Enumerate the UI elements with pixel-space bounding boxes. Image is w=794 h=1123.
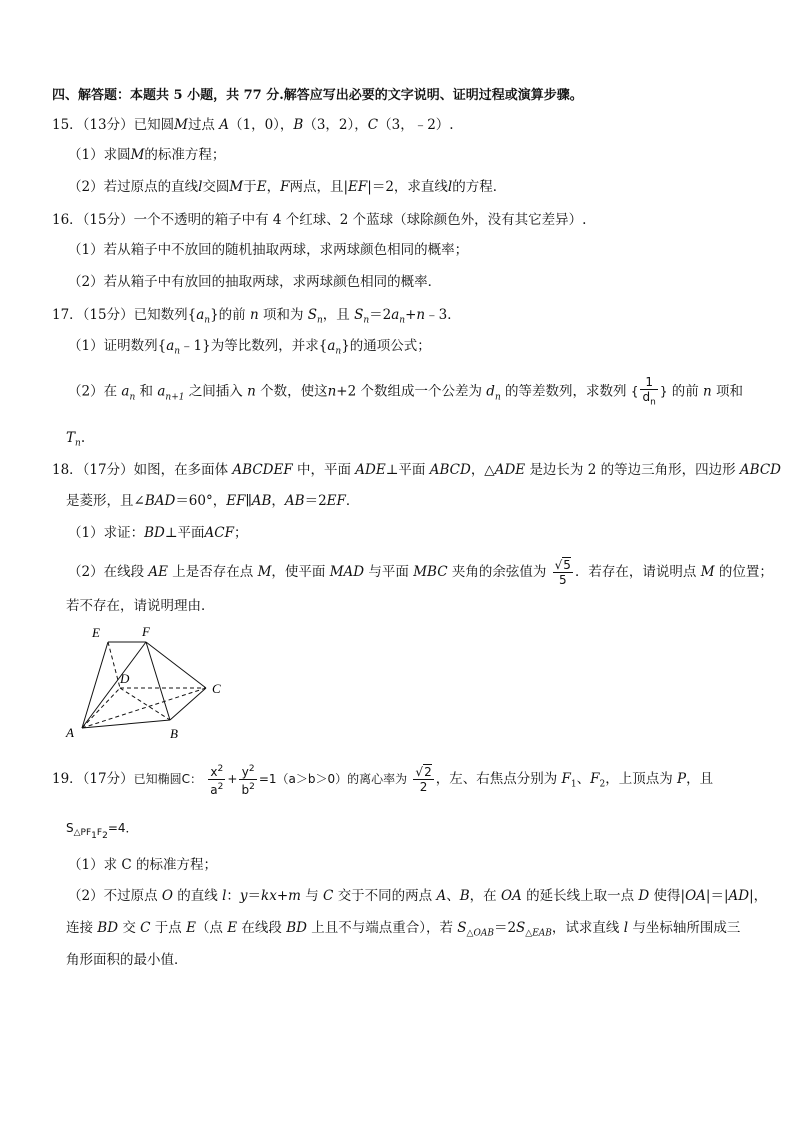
question-15-part-2: （2）若过原点的直线l交圆M于E，F两点，且|EF|＝2，求直线l的方程． (68, 179, 507, 195)
figure-label-A: A (66, 725, 74, 740)
edge-DB (120, 688, 170, 720)
question-17-part-2: （2）在 $a_n$ 和 $a_{n+1}$ 之间插入 n 个数，使这n+2 个数组成一个公差为 $d_n$ 的等差数列，求数列 { $\frac{1}{d_n}$ } 的前 n 项和 (68, 375, 744, 408)
question-16-stem: 16．（15分）一个不透明的箱子中有 4 个红球、2 个蓝球（球除颜色外，没有其它差异）. (52, 212, 587, 228)
question-18-stem-line-2: 是菱形，且∠BAD＝60°，EF∥AB，AB＝2EF． (66, 493, 360, 509)
fraction-x2-over-a2: $\frac{x^2}{a^2}$ (210, 764, 224, 797)
question-15-stem: 15．（13分）已知圆M过点 A（1，0），B（3，2），C（3，﹣2）. (52, 117, 454, 133)
edge-FB (146, 642, 170, 720)
question-17-stem: 17．（15分）已知数列$\{a_n\}$的前 n 项和为 $S_n$，且 $S_n=2a_n+n﹣3$． (52, 307, 461, 326)
figure-label-C: C (212, 681, 221, 696)
question-18-part-2-cont: 若不存在，请说明理由． (66, 598, 215, 614)
edge-BC (170, 688, 206, 720)
edge-ED (108, 642, 120, 688)
polyhedron-figure (60, 620, 230, 745)
figure-label-B: B (170, 726, 178, 741)
edge-AB (82, 720, 170, 728)
figure-label-F: F (142, 624, 150, 639)
edge-AE (82, 642, 108, 728)
question-16-part-1: （1）若从箱子中不放回的随机抽取两球，求两球颜色相同的概率； (68, 242, 469, 258)
question-18-part-2: （2）在线段 AE 上是否存在点 M，使平面 MAD 与平面 MBC 夹角的余弦值为 $\frac{√5}{5}$ ．若存在，请说明点 M 的位置； (68, 558, 773, 587)
question-19-stem: 19．（17分）已知椭圆C： $\frac{x^2}{a^2}$ + $\frac{y^2}{b^2}$ =1（a＞b＞0）的离心率为 $\frac{√2}{2}$ ，左、右焦点分别为 $F_1$、$F_2$，上顶点为 P，且 (52, 764, 714, 797)
question-19-part-2: （2）不过原点 O 的直线 l：y＝kx+m 与 C 交于不同的两点 A、B，在 OA 的延长线上取一点 D 使得|OA|＝|AD|， (68, 888, 768, 904)
question-16-part-2: （2）若从箱子中有放回的抽取两球，求两球颜色相同的概率． (68, 274, 442, 290)
question-19-part-1: （1）求 C 的标准方程； (68, 857, 218, 873)
edge-FC (146, 642, 206, 688)
question-19-part-2-line-3: 角形面积的最小值． (66, 952, 188, 968)
question-18-part-1: （1）求证：BD⊥平面ACF； (68, 525, 248, 541)
question-19-part-2-line-2: 连接 BD 交 C 于点 E（点 E 在线段 BD 上且不与端点重合），若 $S_{\triangle OAB}=2S_{\triangle EAB}$，试求直线 l 与坐标轴所围成三 (66, 920, 741, 939)
fraction-sqrt2-over-2: $\frac{√2}{2}$ (415, 765, 432, 794)
question-15-part-1: （1）求圆M的标准方程； (68, 147, 226, 163)
question-18-stem-line-1: 18．（17分）如图，在多面体 ABCDEF 中，平面 ADE⊥平面 ABCD，△ADE 是边长为 2 的等边三角形，四边形 ABCD (52, 462, 781, 478)
figure-label-D: D (120, 671, 130, 686)
fraction-1-over-dn: $\frac{1}{d_n}$ (642, 375, 656, 408)
fraction-sqrt5-over-5: $\frac{√5}{5}$ (554, 558, 571, 587)
fraction-y2-over-b2: $\frac{y^2}{b^2}$ (241, 764, 255, 797)
question-19-area-condition: $S_{\triangle PF_1F_2}=4$． (66, 821, 138, 842)
edge-AF (82, 642, 146, 728)
section-header: 四、解答题：本题共 5 小题，共 77 分.解答应写出必要的文字说明、证明过程或演算步骤。 (52, 88, 583, 103)
question-17-part-1: （1）证明数列$\{a_n﹣1\}$为等比数列，并求$\{a_n\}$的通项公式； (68, 338, 431, 357)
question-17-tn: $T_n$. (66, 430, 86, 449)
figure-label-E: E (92, 625, 100, 640)
